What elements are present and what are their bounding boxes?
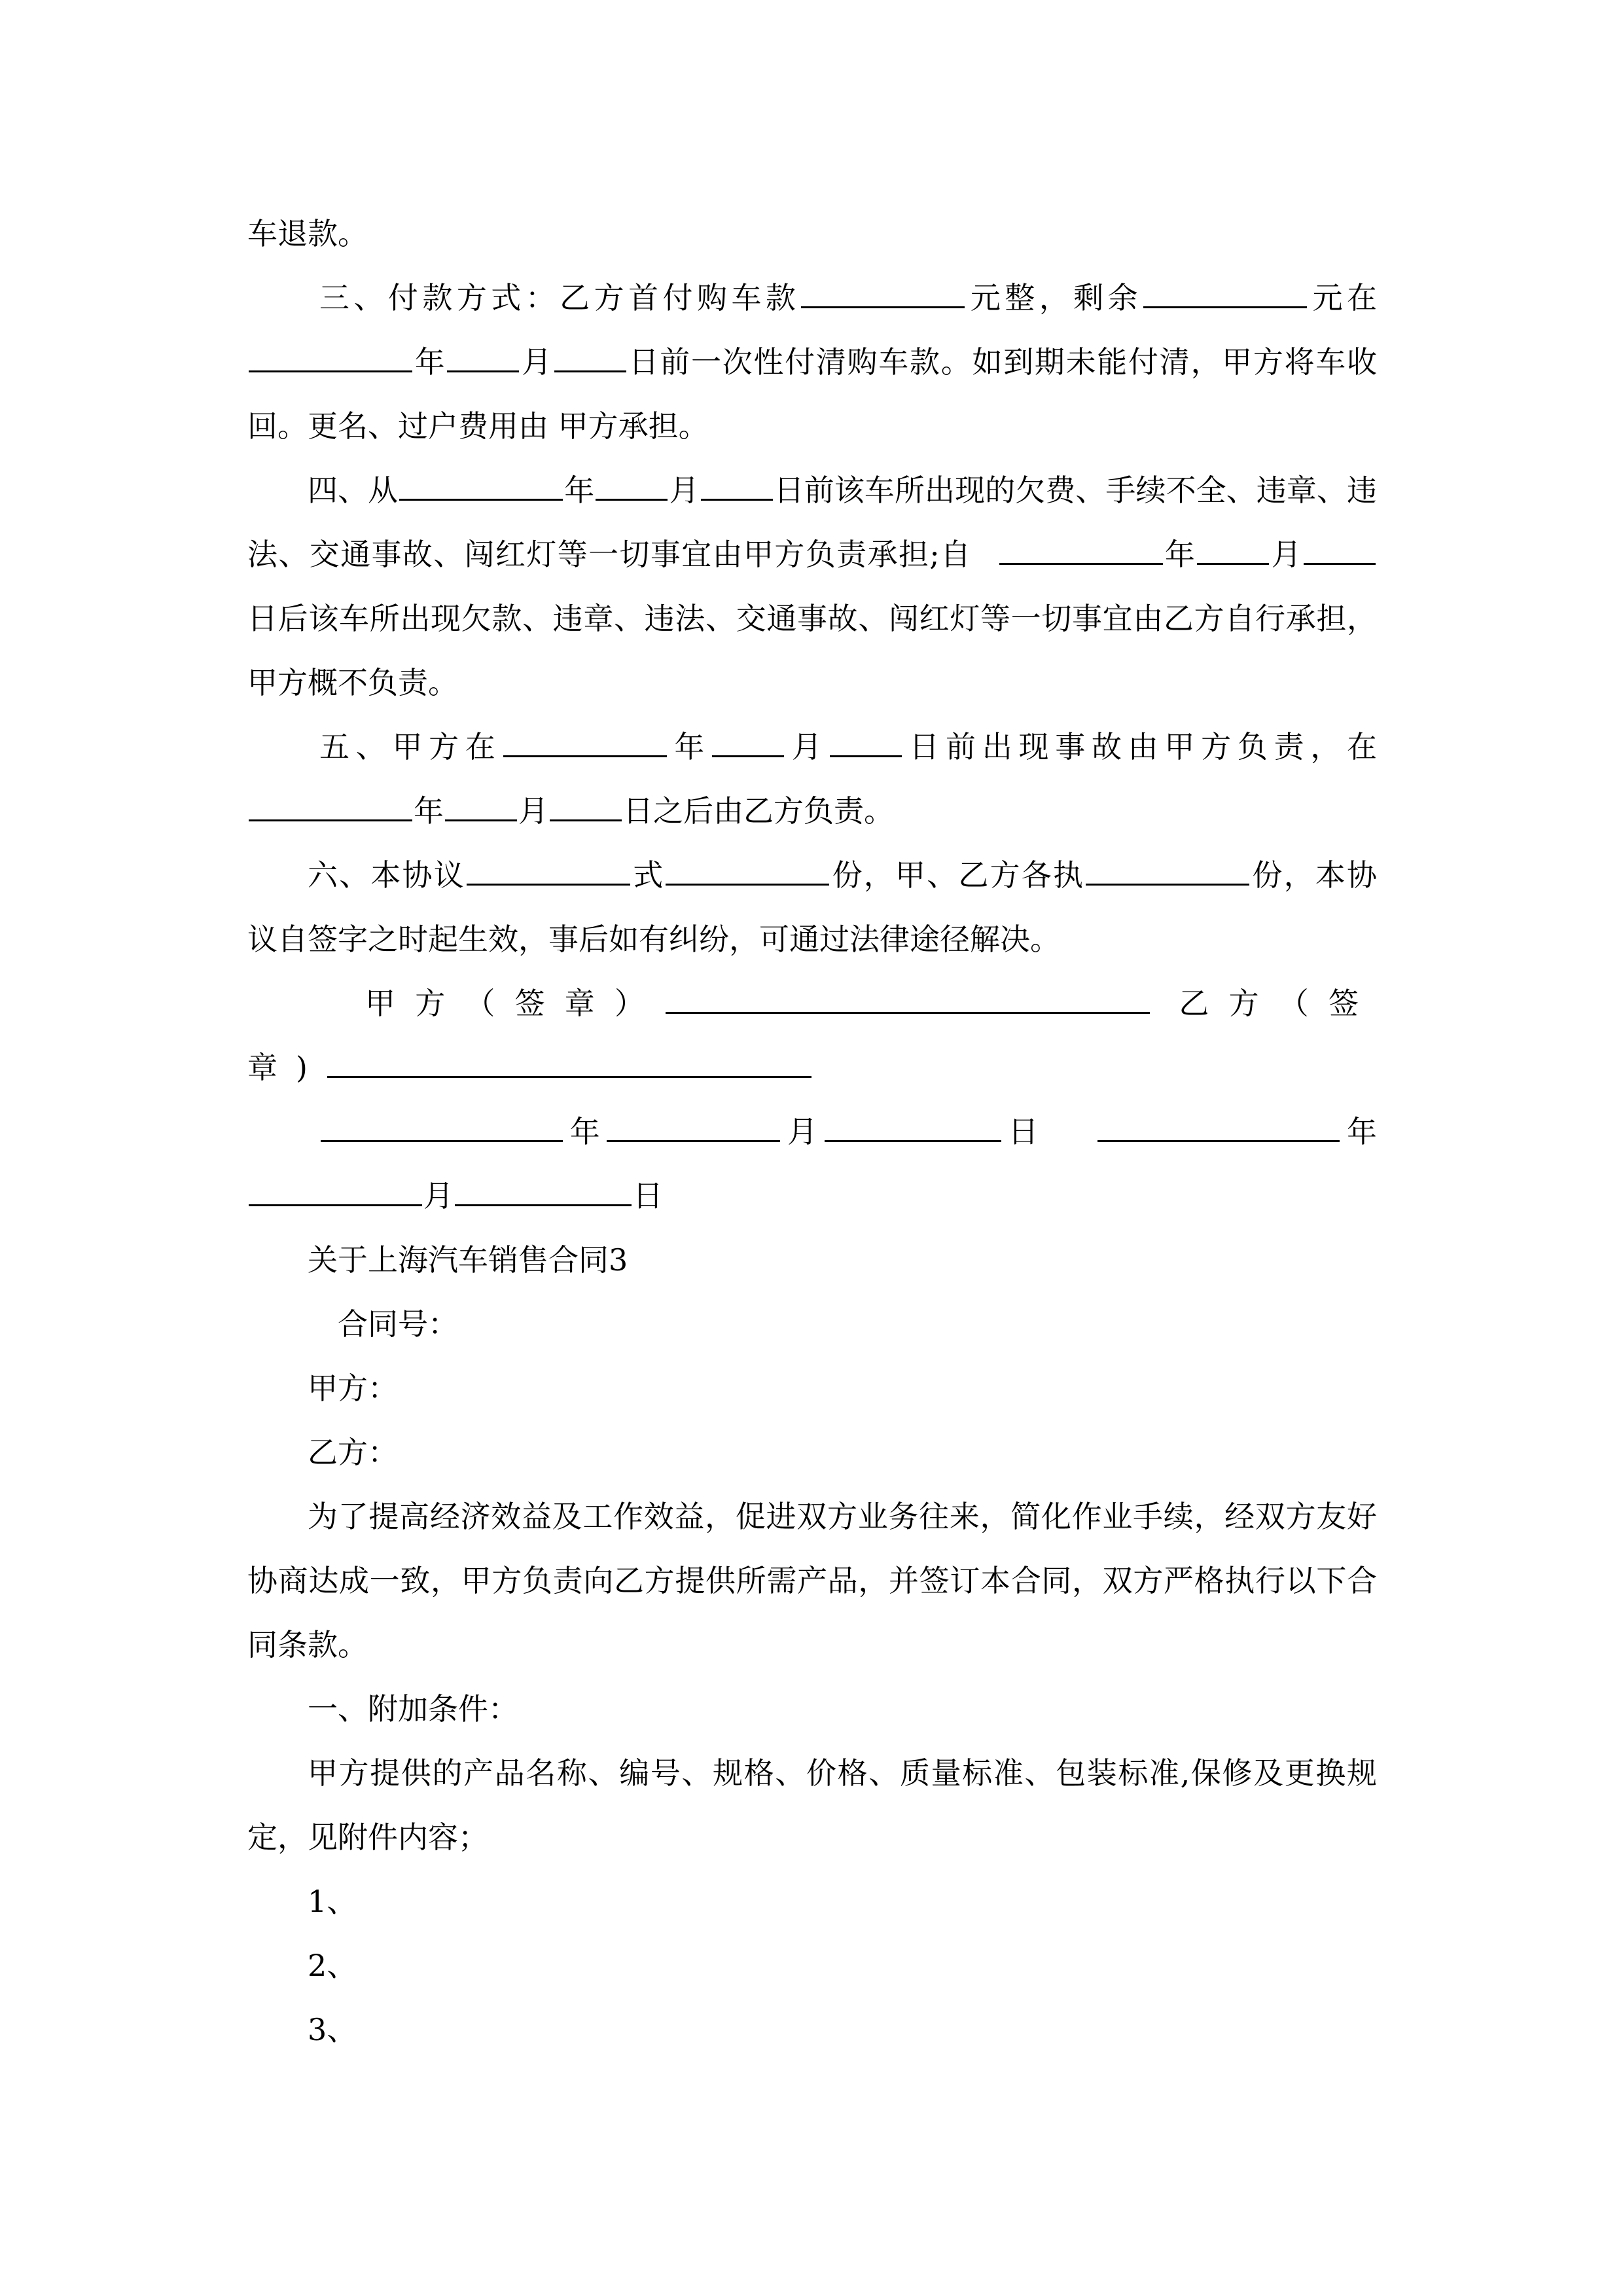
month-blank[interactable]	[596, 498, 668, 501]
month-label: 月	[423, 1178, 454, 1213]
year-label: 年	[668, 729, 711, 764]
clause-6-text: 份，本协议自签字之时起生效，事后如有纠纷，可通过法律途径解决。	[247, 857, 1378, 957]
day-blank[interactable]	[554, 370, 626, 372]
year-blank[interactable]	[503, 755, 667, 757]
month-blank[interactable]	[445, 819, 517, 821]
clause-6-copies	[247, 843, 1377, 971]
month-label: 月	[669, 473, 700, 508]
month-blank[interactable]	[1197, 562, 1269, 565]
day-label: 日	[633, 1178, 663, 1213]
year-label: 年	[1341, 1114, 1378, 1149]
party-b-day-blank[interactable]	[455, 1204, 632, 1206]
copies-blank[interactable]	[467, 883, 630, 886]
party-a-signature-blank[interactable]	[666, 1011, 1150, 1014]
year-label: 年	[564, 1114, 606, 1149]
day-blank[interactable]	[701, 498, 773, 501]
party-a-day-blank[interactable]	[825, 1139, 1001, 1142]
day-blank[interactable]	[830, 755, 902, 757]
clause-6-text: 份，甲、乙方各执	[830, 857, 1085, 893]
clause-6-prefix: 六、本协议	[308, 857, 465, 893]
clause-5-text: 日之后由乙方负责。	[623, 793, 894, 829]
clause-5-prefix: 五、甲方在	[319, 729, 502, 764]
day-blank[interactable]	[1304, 562, 1376, 565]
party-b-signature-blank[interactable]	[327, 1075, 812, 1078]
day-blank[interactable]	[550, 819, 622, 821]
down-payment-blank[interactable]	[801, 306, 965, 308]
month-label: 月	[520, 344, 553, 380]
month-blank[interactable]	[712, 755, 784, 757]
year-blank[interactable]	[399, 498, 563, 501]
contract-3-title: 关于上海汽车销售合同3	[308, 1242, 628, 1278]
continuation-line: 车退款。	[247, 216, 368, 251]
year-blank[interactable]	[249, 819, 412, 821]
year-label: 年	[564, 473, 595, 508]
year-label: 年	[414, 793, 444, 829]
clause-5-accident	[247, 715, 1377, 843]
party-a-label: 甲方：	[308, 1371, 398, 1406]
year-label: 年	[414, 344, 446, 380]
party-b-month-blank[interactable]	[249, 1204, 422, 1206]
day-label: 日	[1002, 1114, 1044, 1149]
list-item: 3、	[308, 2012, 357, 2047]
year-blank[interactable]	[999, 562, 1163, 565]
section-1-text: 甲方提供的产品名称、编号、规格、价格、质量标准、包装标准,保修及更换规定，见附件内容；	[247, 1755, 1377, 1855]
signature-date-line	[247, 1100, 1377, 1228]
party-b-year-blank[interactable]	[1097, 1139, 1340, 1142]
copies-each-blank[interactable]	[1086, 883, 1249, 886]
month-label: 月	[781, 1114, 823, 1149]
month-label: 月	[1270, 537, 1302, 572]
clause-3-text: 元在	[1308, 280, 1378, 315]
party-a-month-blank[interactable]	[607, 1139, 780, 1142]
contract-number-label: 合同号：	[338, 1306, 458, 1342]
clause-5-text: 日前出现事故由甲方负责，在	[902, 729, 1378, 764]
clause-4-text: 日后该车所出现欠款、违章、违法、交通事故、闯红灯等一切事宜由乙方自行承担，甲方概不负责。	[247, 601, 1377, 700]
party-a-year-blank[interactable]	[321, 1139, 563, 1142]
clause-3-payment	[247, 266, 1377, 458]
signature-line	[247, 971, 1377, 1100]
party-b-signature-label: 乙方（签章)	[247, 986, 1378, 1085]
year-label: 年	[1164, 537, 1196, 572]
list-item: 1、	[308, 1884, 357, 1919]
month-label: 月	[785, 729, 829, 764]
remaining-amount-blank[interactable]	[1143, 306, 1307, 308]
preamble-paragraph: 为了提高经济效益及工作效益，促进双方业务往来，简化作业手续，经双方友好协商达成一致，甲方负责向乙方提供所需产品，并签订本合同，双方严格执行以下合同条款。	[247, 1499, 1377, 1662]
clause-3-text: 日前一次性付清购车款。如到期未能付清，甲方将车收回。更名、过户费用由 甲方承担。	[247, 344, 1378, 444]
clause-3-text: 元整，剩余	[966, 280, 1143, 315]
party-a-signature-label: 甲方（签章）	[365, 986, 665, 1021]
list-item: 2、	[308, 1948, 357, 1983]
clause-4-liability	[247, 458, 1377, 715]
clause-6-text: 式	[632, 857, 665, 893]
month-blank[interactable]	[447, 370, 519, 372]
clause-3-prefix: 三、付款方式：乙方首付购车款	[319, 280, 800, 315]
month-label: 月	[518, 793, 548, 829]
clause-4-text: 日前该车所出现的欠费、手续不全、违章、违法、交通事故、闯红灯等一切事宜由甲方负责承担;自	[247, 473, 1378, 572]
clause-4-prefix: 四、从	[308, 473, 399, 508]
party-b-label: 乙方：	[308, 1435, 398, 1470]
section-1-title: 一、附加条件：	[308, 1691, 518, 1727]
year-blank[interactable]	[249, 370, 412, 372]
copies-blank[interactable]	[666, 883, 829, 886]
document-body	[247, 202, 1377, 2062]
